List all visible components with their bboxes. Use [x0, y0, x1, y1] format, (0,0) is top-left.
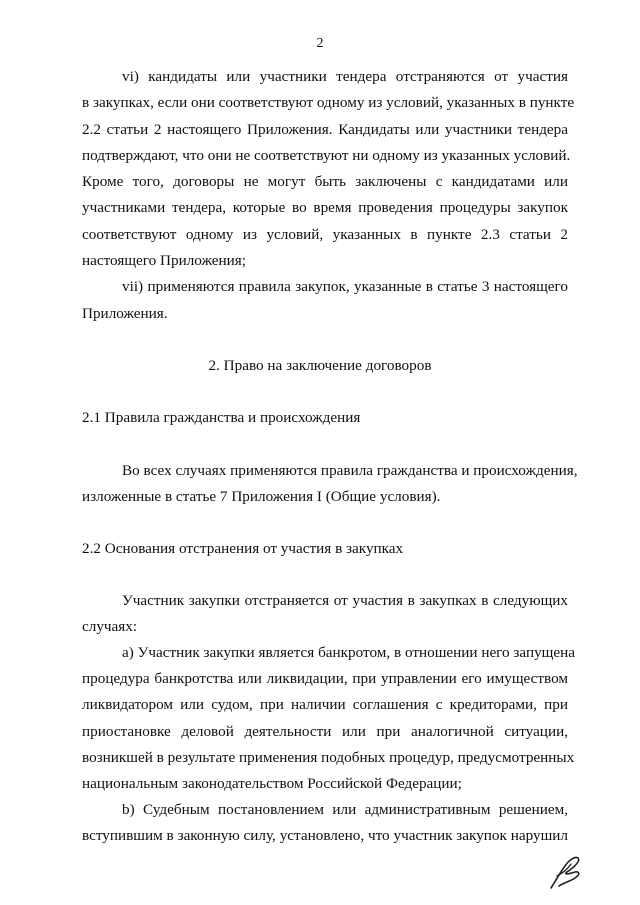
page-number: 2: [316, 36, 324, 51]
paragraph-vi-line: соответствуют одному из условий, указанных в пункте 2.3 статьи 2: [82, 226, 568, 243]
item-a-line: возникшей в результате применения подобных процедур, предусмотренных: [82, 749, 575, 766]
paragraph-2-2-line: Участник закупки отстраняется от участия в закупках в следующих: [122, 592, 568, 609]
item-a-line: а) Участник закупки является банкротом, в отношении него запущена: [122, 644, 575, 661]
paragraph-vi-line: подтверждают, что они не соответствуют ни одному из указанных условий.: [82, 147, 571, 164]
item-a-line: процедура банкротства или ликвидации, при управлении его имуществом: [82, 670, 568, 687]
item-b-line: b) Судебным постановлением или административным решением,: [122, 801, 568, 818]
signature-initials: [545, 852, 585, 892]
paragraph-vi-line: 2.2 статьи 2 настоящего Приложения. Кандидаты или участники тендера: [82, 121, 568, 138]
item-a-line: национальным законодательством Российской Федерации;: [82, 775, 462, 792]
subsection-heading-2-1: 2.1 Правила гражданства и происхождения: [82, 409, 361, 426]
subsection-heading-2-2: 2.2 Основания отстранения от участия в закупках: [82, 540, 404, 557]
paragraph-vii-line: vii) применяются правила закупок, указанные в статье 3 настоящего: [122, 278, 568, 295]
paragraph-vi-line: участниками тендера, которые во время проведения процедуры закупок: [82, 199, 568, 216]
section-heading: 2. Право на заключение договоров: [208, 357, 432, 374]
item-a-line: приостановке деловой деятельности или при аналогичной ситуации,: [82, 723, 568, 740]
paragraph-vi-line: vi) кандидаты или участники тендера отстраняются от участия: [122, 68, 568, 85]
paragraph-vi-line: в закупках, если они соответствуют одному из условий, указанных в пункте: [82, 94, 575, 111]
item-b-line: вступившим в законную силу, установлено, что участник закупок нарушил: [82, 827, 568, 844]
paragraph-vii-line: Приложения.: [82, 305, 168, 322]
paragraph-vi-line: Кроме того, договоры не могут быть заключены с кандидатами или: [82, 173, 568, 190]
paragraph-vi-line: настоящего Приложения;: [82, 252, 246, 269]
paragraph-2-2-line: случаях:: [82, 618, 138, 635]
item-a-line: ликвидатором или судом, при наличии соглашения с кредиторами, при: [82, 696, 568, 713]
paragraph-2-1-line: Во всех случаях применяются правила гражданства и происхождения,: [122, 462, 578, 479]
paragraph-2-1-line: изложенные в статье 7 Приложения I (Общие условия).: [82, 488, 441, 505]
